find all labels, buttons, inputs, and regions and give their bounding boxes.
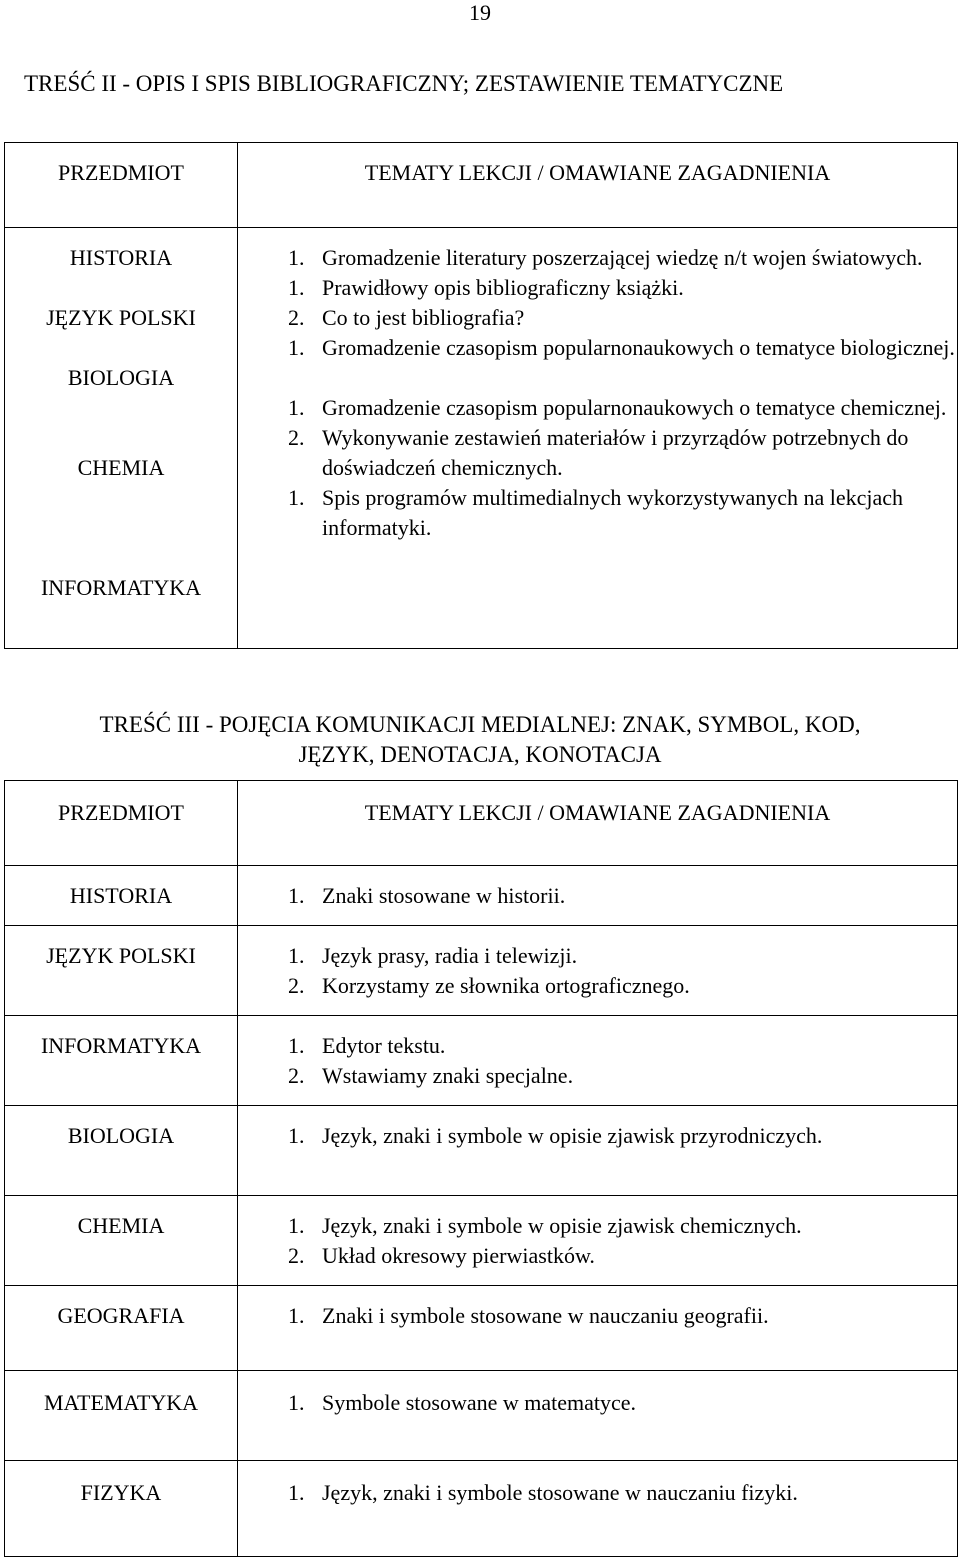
- section-heading-treść-iii: [0, 710, 960, 770]
- page-number: 19: [469, 0, 491, 25]
- list-item: 2. Co to jest bibliografia?: [288, 305, 525, 330]
- section-heading-line2: JĘZYK, DENOTACJA, KONOTACJA: [298, 742, 662, 767]
- list-item: 2. Korzystamy ze słownika ortograficznego.: [288, 973, 690, 998]
- subject-label: CHEMIA: [5, 1196, 238, 1286]
- section-heading-treść-ii: TREŚĆ II - OPIS I SPIS BIBLIOGRAFICZNY; ZESTAWIENIE TEMATYCZNE: [24, 71, 784, 96]
- topics-cell: [238, 866, 958, 926]
- table-row: [5, 1286, 958, 1371]
- table-header-row: [5, 143, 958, 228]
- topics-cell: [238, 1196, 958, 1286]
- subject-label: GEOGRAFIA: [5, 1286, 238, 1371]
- subject-label: BIOLOGIA: [5, 1106, 238, 1196]
- subject-label: HISTORIA: [69, 245, 173, 270]
- table-row: [5, 1371, 958, 1461]
- header-cell-subject: [5, 781, 238, 866]
- subject-label: INFORMATYKA: [5, 1016, 238, 1106]
- table-row: [5, 1016, 958, 1106]
- list-item: 1. Spis programów multimedialnych wykorzystywanych na lekcjach informatyki.: [288, 485, 904, 540]
- topics-cell: [238, 1106, 958, 1196]
- header-subject-label: PRZEDMIOT: [58, 800, 184, 825]
- table-header-row: [5, 781, 958, 866]
- table-treść-ii: [4, 142, 958, 649]
- topics-cell: [238, 1461, 958, 1557]
- table-row: [5, 1106, 958, 1196]
- subject-label: MATEMATYKA: [5, 1371, 238, 1461]
- list-item: 1. Gromadzenie literatury poszerzającej wiedzę n/t wojen światowych.: [288, 245, 923, 270]
- list-item: 2. Wykonywanie zestawień materiałów i przyrządów potrzebnych do doświadczeń chemicznych.: [288, 425, 909, 480]
- list-item: 1. Symbole stosowane w matematyce.: [288, 1390, 637, 1415]
- topics-cell: [238, 926, 958, 1016]
- list-item: 1. Edytor tekstu.: [288, 1033, 446, 1058]
- header-topics-label: TEMATY LEKCJI / OMAWIANE ZAGADNIENIA: [364, 800, 831, 825]
- topics-cell: [238, 228, 958, 649]
- topics-cell: [238, 1286, 958, 1371]
- table-treść-iii: [4, 780, 958, 1557]
- header-cell-topics: [238, 143, 958, 228]
- header-topics-label: TEMATY LEKCJI / OMAWIANE ZAGADNIENIA: [364, 160, 831, 185]
- subject-label: JĘZYK POLSKI: [5, 926, 238, 1016]
- list-item: 1. Gromadzenie czasopism popularnonaukowych o tematyce chemicznej.: [288, 395, 947, 420]
- list-item: 1. Znaki i symbole stosowane w nauczaniu geografii.: [288, 1303, 769, 1328]
- table-row: [5, 1461, 958, 1557]
- list-item: 1. Znaki stosowane w historii.: [288, 883, 566, 908]
- list-item: 1. Język, znaki i symbole w opisie zjawisk przyrodniczych.: [288, 1123, 823, 1148]
- list-item: 2. Układ okresowy pierwiastków.: [288, 1243, 595, 1268]
- header-cell-subject: [5, 143, 238, 228]
- list-item: 1. Język prasy, radia i telewizji.: [288, 943, 578, 968]
- list-item: 1. Język, znaki i symbole w opisie zjawisk chemicznych.: [288, 1213, 802, 1238]
- subject-label: CHEMIA: [77, 455, 165, 480]
- list-item: 2. Wstawiamy znaki specjalne.: [288, 1063, 574, 1088]
- topics-cell: [238, 1371, 958, 1461]
- subject-label: JĘZYK POLSKI: [46, 305, 196, 330]
- table-row: [5, 228, 958, 649]
- list-item: 1. Język, znaki i symbole stosowane w nauczaniu fizyki.: [288, 1480, 798, 1505]
- subject-label: FIZYKA: [5, 1461, 238, 1557]
- table-row: [5, 926, 958, 1016]
- table-row: [5, 1196, 958, 1286]
- header-cell-topics: [238, 781, 958, 866]
- subject-cell: [5, 228, 238, 649]
- list-item: 1. Prawidłowy opis bibliograficzny książki.: [288, 275, 684, 300]
- subject-label: HISTORIA: [5, 866, 238, 926]
- subject-label: INFORMATYKA: [40, 575, 202, 600]
- list-item: 1. Gromadzenie czasopism popularnonaukowych o tematyce biologicznej.: [288, 335, 955, 360]
- table-row: [5, 866, 958, 926]
- header-subject-label: PRZEDMIOT: [58, 160, 184, 185]
- section-heading-line1: TREŚĆ III - POJĘCIA KOMUNIKACJI MEDIALNEJ: ZNAK, SYMBOL, KOD,: [99, 712, 861, 737]
- subject-label: BIOLOGIA: [67, 365, 175, 390]
- topics-cell: [238, 1016, 958, 1106]
